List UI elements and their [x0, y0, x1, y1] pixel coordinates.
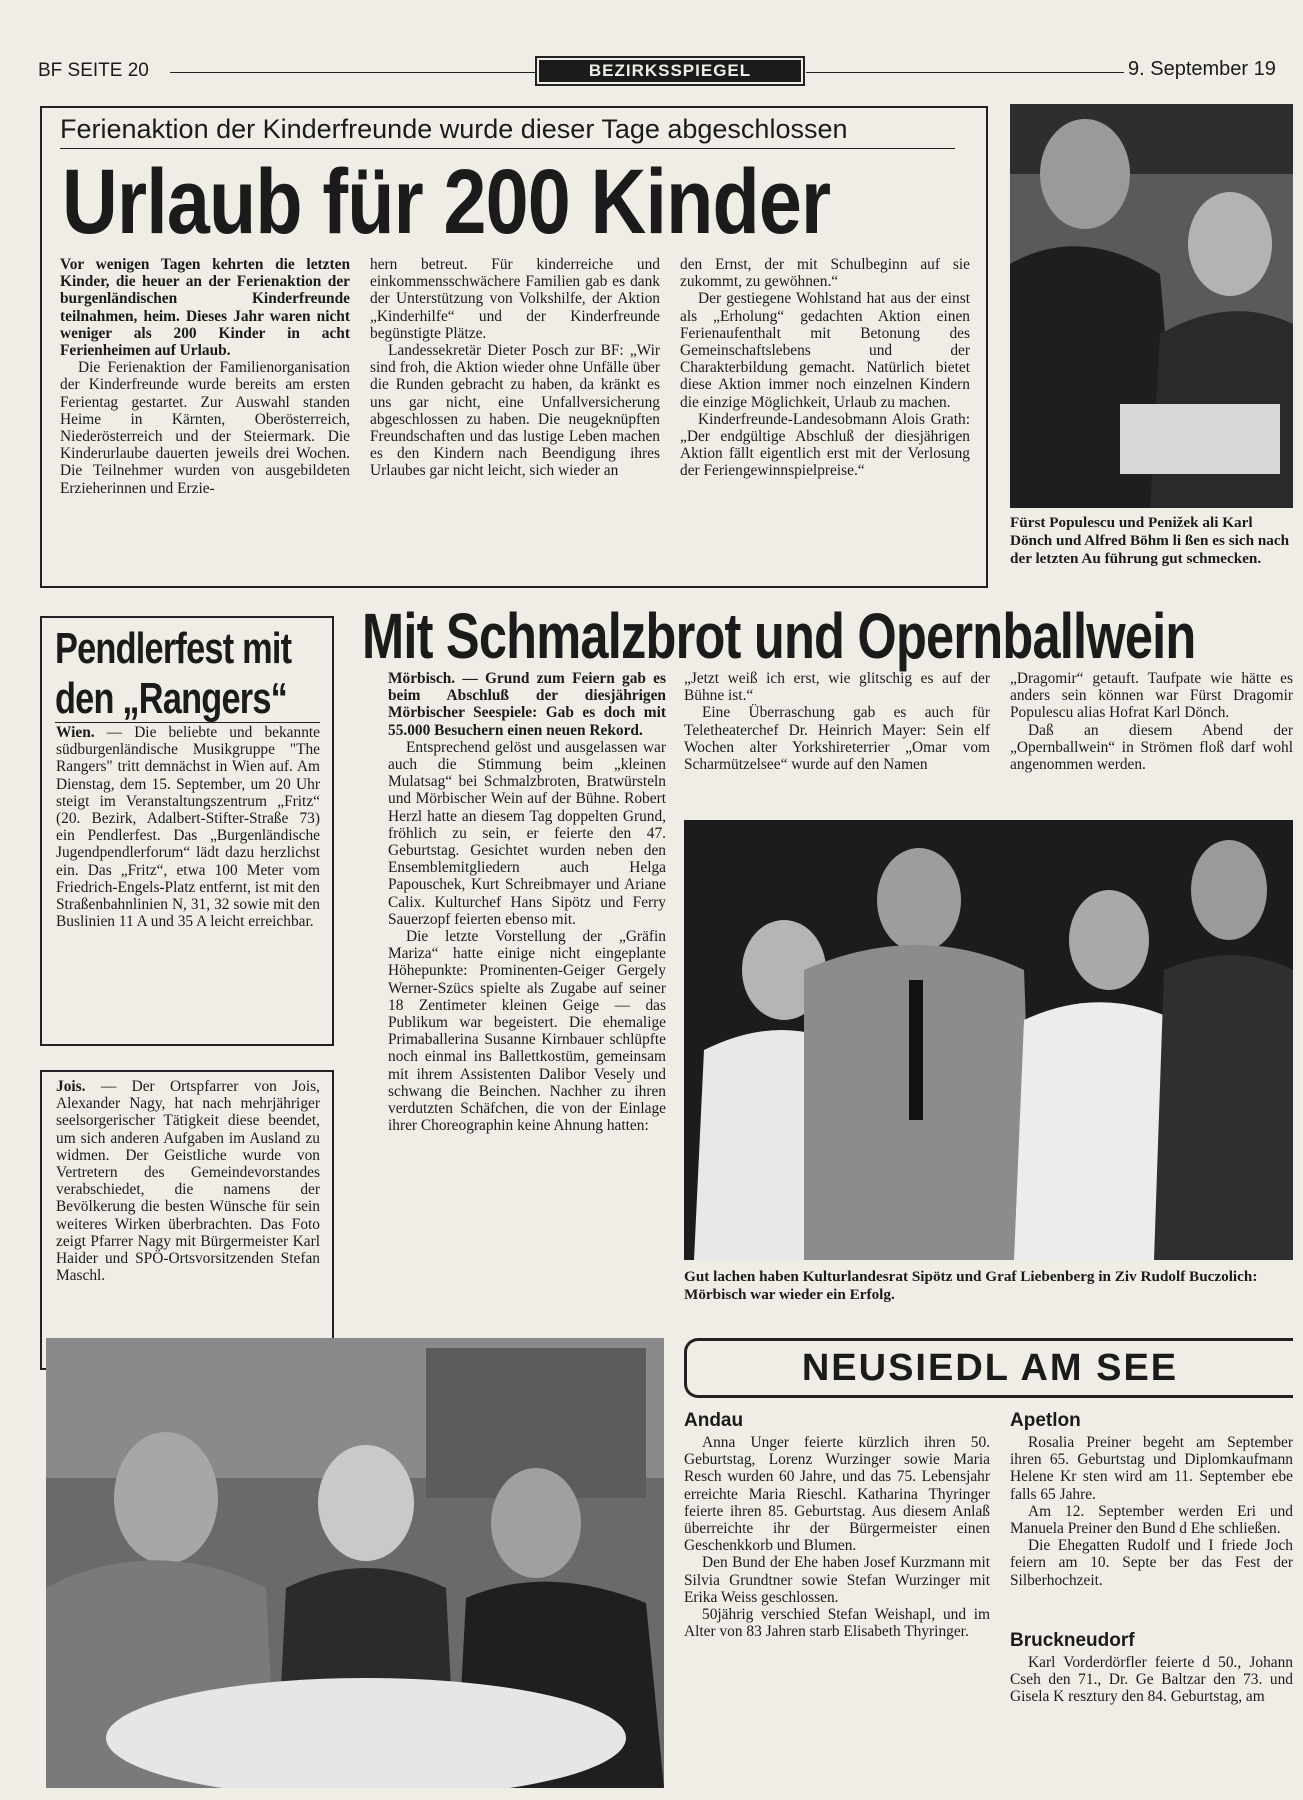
jois-text	[56, 1078, 320, 1284]
moerbisch-dateline: Mörbisch.	[388, 670, 456, 687]
section-title: BEZIRKSSPIEGEL	[539, 60, 801, 82]
moerbisch-paragraph: Entsprechend gelöst und ausgelassen war auch die Stimmung beim „kleinen Mulatsag“ bei Schmalzbroten, Bratwürsteln und Mörbischer Wein auf der Bühne. Robert Herzl hatte an diesem Tag doppelten Grund, fröhlich zu sein, er feierte den 47. Geburtstag. Gesichtet wurden neben den Ensemblemitgliedern auch Helga Papouschek, Kurt Schreibmayer und Ariane Calix. Kulturchef Hans Sipötz und Ferry Sauerzopf feierten ebenso mit.	[388, 738, 666, 928]
bruckneudorf-text	[1010, 1654, 1293, 1706]
pendler-body: — Die beliebte und bekannte südburgenländische Musikgruppe "The Rangers" tritt demnächst in Wien auf. Am Dienstag, dem 15. September, um 20 Uhr steigt im Veranstaltungszentrum „Fritz“ (20. Bezirk, Adalbert-Stifter-Straße 73) ein Pendlerfest. Das „Burgenländische Jugendpendlerforum“ lädt dazu herzlichst ein. Das „Fritz“, etwa 100 Meter vom Friedrich-Engels-Platz entfernt, ist mit den Straßenbahnlinien N, 31, 32 sowie mit den Buslinien 11 A und 35 A leicht erreichbar.	[56, 724, 320, 931]
moerbisch-photo-caption: Gut lachen haben Kulturlandesrat Sipötz und Graf Liebenberg in Ziv Rudolf Buczolich: Mörbisch war wieder ein Erfolg.	[684, 1268, 1258, 1303]
top-photo-caption: Fürst Populescu und Penižek ali Karl Dönch und Alfred Böhm li ßen es sich nach der letzten Au führung gut schmecken.	[1010, 514, 1290, 567]
header-rule-left	[170, 72, 535, 73]
jois-dateline: Jois.	[56, 1078, 86, 1095]
andau-paragraph: Anna Unger feierte kürzlich ihren 50. Geburtstag, Lorenz Wurzinger sowie Maria Resch wurden 60 Jahre, und das 75. Lebensjahr erreichte Maria Rieschl. Katharina Thyringer feierte ihren 85. Geburtstag. Aus diesem Anlaß überreichte ihr der Bürgermeister einen Geschenkkorb und Blumen.	[684, 1434, 990, 1555]
lead-paragraph: den Ernst, der mit Schulbeginn auf sie zukommt, zu gewöhnen.“	[680, 256, 970, 291]
lead-paragraph: Die Ferienaktion der Familienorganisation der Kinderfreunde wurde bereits am ersten Ferientag gestartet. Zur Auswahl standen Heime in Kärnten, Oberösterreich, Niederösterreich und der Steiermark. Die Kinderurlaube dauerten jeweils drei Wochen. Die Teilnehmer wurden von ausgebildeten Erzieherinnen und Erzie-	[60, 359, 350, 497]
apetlon-text	[1010, 1434, 1293, 1589]
photo-moerbisch	[684, 820, 1293, 1260]
moerbisch-col-3	[1010, 670, 1293, 773]
lead-col-1	[60, 256, 350, 497]
neusiedl-title: NEUSIEDL AM SEE	[801, 1347, 1179, 1389]
lead-headline: Urlaub für 200 Kinder	[62, 151, 831, 253]
apetlon-title: Apetlon	[1010, 1410, 1081, 1431]
header-rule-right	[806, 72, 1124, 73]
lead-paragraph: hern betreut. Für kinderreiche und einkommensschwächere Familien gab es dank der Unterstützung von Volkshilfe, der Aktion „Kinderhilfe“ und der Kinderfreunde begünstigte Plätze.	[370, 256, 660, 342]
apetlon-paragraph: Rosalia Preiner begeht am September ihren 65. Geburtstag und Diplomkaufmann Helene Kr sten wird am 11. September ebe falls 65 Jahre.	[1010, 1434, 1293, 1503]
pendler-text	[56, 724, 320, 930]
moerbisch-paragraph: Die letzte Vorstellung der „Gräfin Mariza“ hatte einige nicht eingeplante Höhepunkte: Prominenten-Geiger Gergely Werner-Szücs spielte als Zugabe auf seiner 18 Zentimeter kleinen Geige — das Publikum war begeistert. Die ehemalige Primaballerina Susanne Kirnbauer schlüpfte noch einmal ins Ballettkostüm, gemeinsam mit ihrem Assistenten Dalibor Vesely und schwang die Beinchen. Nachher zu ihren verdutzten Schäfchen, die von der Einlage ihrer Choreographin keine Ahnung hatten:	[388, 928, 666, 1135]
photo-populescu-penizek	[1010, 104, 1293, 508]
pendler-headline-2: den „Rangers“	[55, 674, 288, 723]
moerbisch-paragraph: „Dragomir“ getauft. Taufpate wie hätte es anders sein können war Fürst Dragomir Populescu alias Hofrat Karl Dönch.	[1010, 670, 1293, 722]
lead-col-2	[370, 256, 660, 480]
moerbisch-col-1	[388, 670, 666, 1134]
photo-image	[46, 1338, 664, 1788]
moerbisch-paragraph: „Jetzt weiß ich erst, wie glitschig es auf der Bühne ist.“	[684, 670, 990, 705]
andau-paragraph: Den Bund der Ehe haben Josef Kurzmann mit Silvia Grundtner sowie Stefan Wurzinger mit Erika Weiss geschlossen.	[684, 1554, 990, 1606]
moerbisch-lead: — Grund zum Feiern gab es beim Abschluß der diesjährigen Mörbischer Seespiele: Gab es doch mit 55.000 Besuchern einen neuen Rekord.	[388, 670, 666, 739]
andau-title: Andau	[684, 1410, 744, 1431]
lead-intro: Vor wenigen Tagen kehrten die letzten Kinder, die heuer an der Ferienaktion der burgenländischen Kinderfreunde teilnahmen, heim. Dieses Jahr waren nicht weniger als 200 Kinder in acht Ferienheimen auf Urlaub.	[60, 256, 350, 360]
bruckneudorf-paragraph: Karl Vorderdörfler feierte d 50., Johann Cseh den 71., Dr. Ge Baltzar den 73. und Gisela K resztury den 84. Geburtstag, am	[1010, 1654, 1293, 1706]
photo-image	[1010, 104, 1293, 508]
moerbisch-paragraph: Daß an diesem Abend der „Opernballwein“ in Strömen floß darf wohl angenommen werden.	[1010, 721, 1293, 774]
pendler-rule	[55, 722, 320, 723]
photo-jois	[46, 1338, 664, 1788]
moerbisch-headline: Mit Schmalzbrot und Opernballwein	[362, 600, 1196, 672]
moerbisch-paragraph: Eine Überraschung gab es auch für Teletheaterchef Dr. Heinrich Mayer: Sein elf Wochen alter Yorkshireterrier „Omar vom Scharmützelsee“ wurde auf den Namen	[684, 704, 990, 774]
bruckneudorf-title: Bruckneudorf	[1010, 1630, 1135, 1651]
neusiedl-banner	[684, 1338, 1293, 1398]
issue-date: 9. September 19	[1128, 58, 1276, 80]
jois-body: — Der Ortspfarrer von Jois, Alexander Nagy, hat nach mehrjähriger seelsorgerischer Tätigkeit diese beendet, um sich anderen Aufgaben im Ausland zu widmen. Der Geistliche wurde von Vertretern des Gemeindevorstandes verabschiedet, die namens der Bevölkerung die besten Wünsche für sein weiteres Wirken überbrachten. Das Foto zeigt Pfarrer Nagy mit Bürgermeister Karl Haider und SPÖ-Ortsvorsitzenden Stefan Maschl.	[56, 1078, 320, 1285]
lead-kicker: Ferienaktion der Kinderfreunde wurde dieser Tage abgeschlossen	[60, 114, 848, 144]
andau-paragraph: 50jährig verschied Stefan Weishapl, und im Alter von 83 Jahren starb Elisabeth Thyringer.	[684, 1606, 990, 1641]
page-label: BF SEITE 20	[38, 60, 149, 81]
moerbisch-col-2	[684, 670, 990, 773]
apetlon-paragraph: Die Ehegatten Rudolf und I friede Joch feiern am 10. Septe ber das Fest der Silberhochzeit.	[1010, 1537, 1293, 1589]
lead-paragraph: Kinderfreunde-Landesobmann Alois Grath: „Der endgültige Abschluß der diesjährigen Aktion fällt eigentlich erst mit der Verlosung der Feriengewinnspielpreise.“	[680, 410, 970, 480]
andau-text	[684, 1434, 990, 1640]
lead-paragraph: Der gestiegene Wohlstand hat aus der einst als „Erholung“ gedachten Aktion einen Ferienaufenthalt mit Betonung des Gemeinschaftslebens und der Charakterbildung gemacht. Natürlich bietet diese Aktion immer noch einzelnen Kindern die einzige Möglichkeit, Urlaub zu machen.	[680, 290, 970, 411]
section-badge	[535, 56, 805, 86]
photo-image	[684, 820, 1293, 1260]
pendler-headline-1: Pendlerfest mit	[55, 624, 292, 673]
lead-col-3	[680, 256, 970, 480]
apetlon-paragraph: Am 12. September werden Eri und Manuela Preiner den Bund d Ehe schließen.	[1010, 1502, 1293, 1538]
kicker-rule	[60, 148, 955, 149]
pendler-dateline: Wien.	[56, 724, 95, 741]
lead-paragraph: Landessekretär Dieter Posch zur BF: „Wir sind froh, die Aktion wieder ohne Unfälle über die Runden gebracht zu haben, da kränkt es uns gar nicht, eine Unfallversicherung abgeschlossen zu haben. Die neugeknüpften Freundschaften und das lustige Leben machen es den Kindern nach Beendigung ihres Urlaubes gar nicht leicht, sich wieder an	[370, 342, 660, 480]
